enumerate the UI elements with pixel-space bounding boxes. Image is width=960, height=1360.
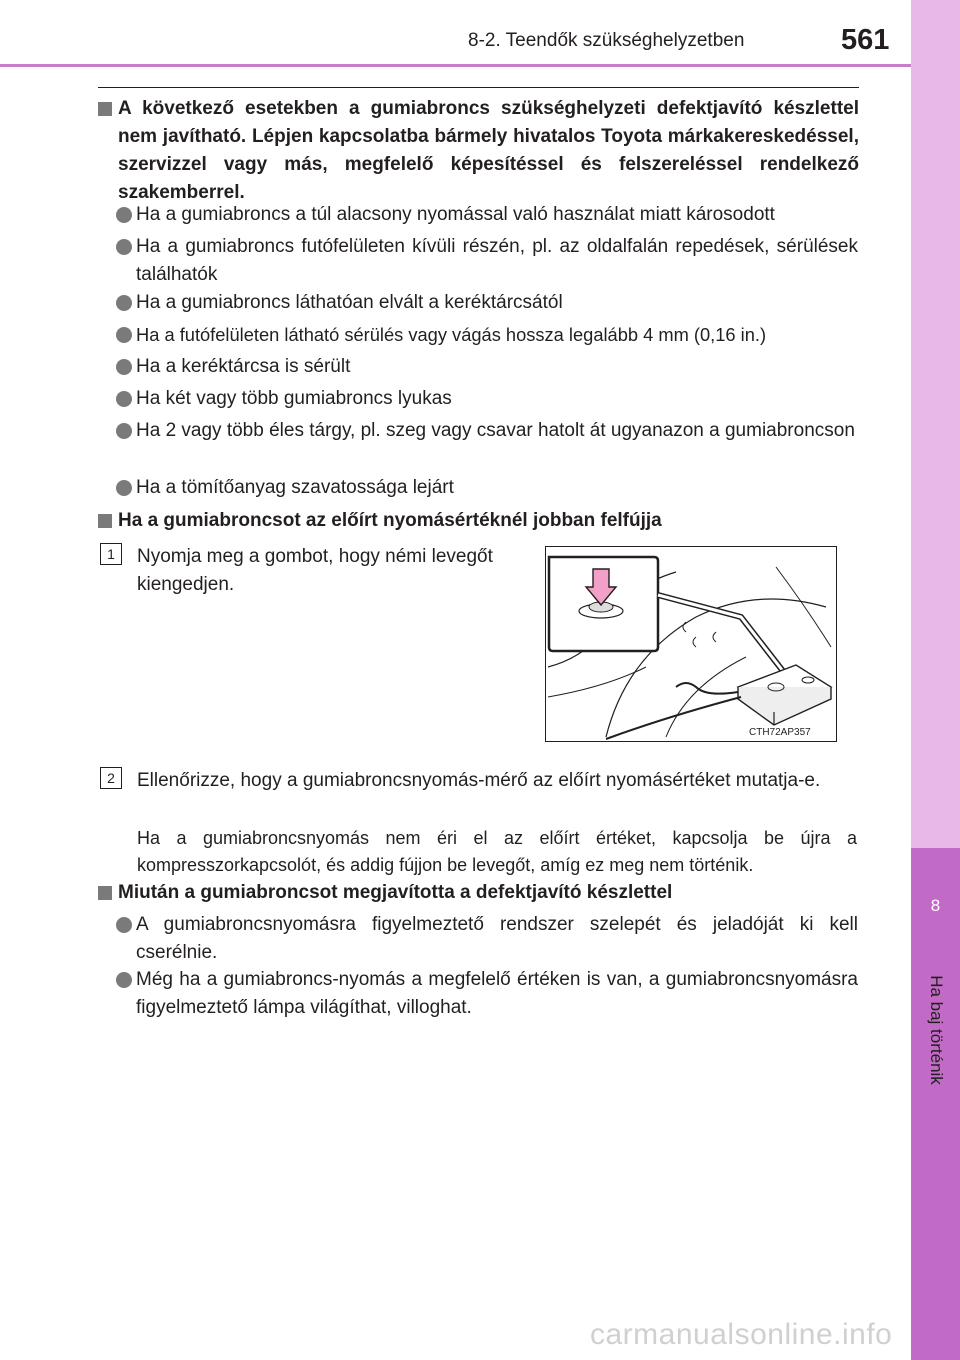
list-item: Még ha a gumiabroncs-nyomás a megfelelő értéken is van, a gumiabroncsnyomásra figyelmeztető lámpa világíthat, villoghat. [116,966,858,1022]
chapter-side-tab-active [911,848,960,1360]
header-divider [0,64,911,67]
list-item: A gumiabroncsnyomásra figyelmeztető rendszer szelepét és jeladóját ki kell cserélnie. [116,911,858,967]
list-item: Ha a gumiabroncs a túl alacsony nyomással való használat miatt károsodott [116,201,858,229]
step-number-2: 2 [100,767,122,789]
round-bullet-icon [116,359,132,375]
figure-code: CTH72AP357 [749,727,811,738]
round-bullet-icon [116,239,132,255]
section-heading-overinflated: Ha a gumiabroncsot az előírt nyomásértéknél jobban felfújja [98,507,859,535]
round-bullet-icon [116,327,132,343]
list-item: Ha a gumiabroncs futófelületen kívüli részén, pl. az oldalfalán repedések, sérülések találhatók [116,233,858,289]
round-bullet-icon [116,391,132,407]
chapter-number: 8 [930,896,941,915]
round-bullet-icon [116,423,132,439]
list-item: Ha a keréktárcsa is sérült [116,353,858,381]
section-heading-cannot-repair: A következő esetekben a gumiabroncs szükséghelyzeti defektjavító készlettel nem javítható. Lépjen kapcsolatba bármely hivatalos Toyota márkakereskedéssel, szervizzel vagy más, megfelelő képesítéssel és felszereléssel rendelkező szakemberrel. [98,95,859,207]
list-item: Ha a futófelületen látható sérülés vagy vágás hossza legalább 4 mm (0,16 in.) [116,321,858,349]
step-number-1: 1 [100,543,122,565]
round-bullet-icon [116,917,132,933]
list-item: Ha 2 vagy több éles tárgy, pl. szeg vagy csavar hatolt át ugyanazon a gumiabroncson [116,417,858,445]
round-bullet-icon [116,972,132,988]
list-item: Ha két vagy több gumiabroncs lyukas [116,385,858,413]
list-item: Ha a gumiabroncs láthatóan elvált a keréktárcsától [116,289,858,317]
section-heading-after-repair: Miután a gumiabroncsot megjavította a defektjavító készlettel [98,879,859,907]
round-bullet-icon [116,480,132,496]
compressor-illustration [545,546,837,742]
square-bullet-icon [98,514,112,528]
step-text-2: Ellenőrizze, hogy a gumiabroncsnyomás-mérő az előírt nyomásértéket mutatja-e. [137,770,821,791]
content-divider [98,87,859,88]
page-number: 561 [841,24,890,56]
step-note: Ha a gumiabroncsnyomás nem éri el az előírt értéket, kapcsolja be újra a kompresszorkapcsolót, és addig fújjon be levegőt, amíg ez meg nem történik. [137,828,857,875]
list-item: Ha a tömítőanyag szavatossága lejárt [116,474,858,502]
square-bullet-icon [98,102,112,116]
section-title: 8-2. Teendők szükséghelyzetben [468,30,745,51]
chapter-title: Ha baj történik [927,975,946,1085]
round-bullet-icon [116,295,132,311]
step-text-1: Nyomja meg a gombot, hogy némi levegőt kiengedjen. [137,546,493,595]
compressor-drawing [546,547,836,741]
watermark: carmanualsonline.info [590,1318,893,1351]
square-bullet-icon [98,886,112,900]
round-bullet-icon [116,207,132,223]
